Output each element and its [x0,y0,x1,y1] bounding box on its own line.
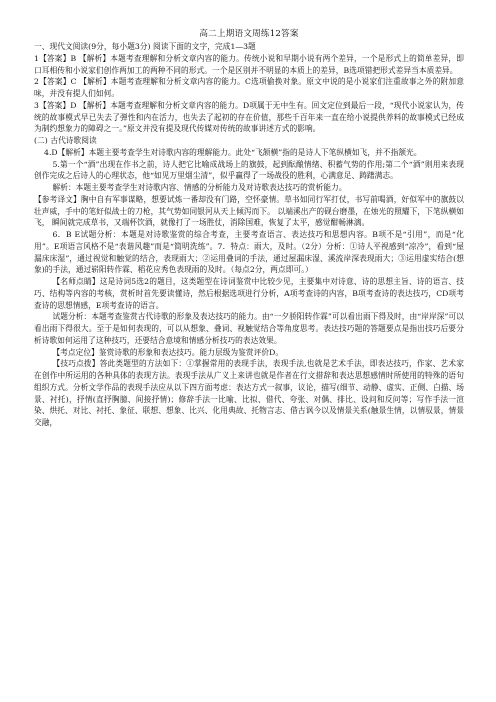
technique-tips: 【技巧点拨】答此类题型的方法如下：①掌握常用的表现手法，表现手法,也就是艺术手法，即表达技巧，作家、艺术家在创作中所运用的各种具体的表现方法。表现手法从广义上来讲也就是作者在行文措辞和表达思想感情时所使用的特殊的语句组织方式。分析文学作品的表现手法应从以下四方面考虑：表达方式一叙事，议论，描写(细节、动静、虚实、正侧、白描、场景、衬托)，抒情(直抒胸臆、间接抒情)；修辞手法一比喻、比拟、借代、夸张、对偶、排比、设问和反问等；写作手法一渲染、烘托、对比、衬托、象征、联想、想象、比兴、化用典故、托物言志、借古讽今以及情景关系(触景生情，以情驭景，情景交融， [34,359,464,427]
answer-5-analysis: 解析：本题主要考查学生对诗歌内容、情感的分析能力及对诗歌表达技巧的赏析能力。 [52,183,347,192]
exam-point: 【考点定位】鉴赏诗歌的形象和表达技巧。能力层级为鉴赏评价D。 [52,347,284,357]
section-heading: 一、现代文阅读(9分，每小题3分) 阅读下面的文字，完成1—3题 [34,42,256,51]
answer-1: 1【答案】B 【解析】本题考查理解和分析文章内容的能力。传统小说和早期小说有两个差异，一个是形式上的简单差异，即口耳相传和小说家们创作两加工的两种不同的形式。一个是区别并不明显的本质上的差异，B选项错把形式差异当本质差异。 [34,53,464,75]
answer-4: 4.D【解析】本题主要考查学生对诗歌内容的理解能力。此处“飞颔横”指的是诗人下笔纵横如飞，并不指颔光。 [44,147,422,157]
answer-5: 5.第一个“酒”出现在作书之前，诗人把它比喻成战场上的旗鼓，起到酝酿情绪、积蓄气势的作用;第二个“酒”则用来表现创作完成之后诗人的心理状态，他“如见万里烟尘清”，似乎赢得了一场战役的胜利，心满意足、踌躇满志。 [34,159,464,181]
reference-translation: 【参考译文】胸中自有军事谋略，想要试炼一番却没有门路，空怀豪情。草书如同行军打仗，书写前喝酒，好似军中的旗鼓以壮声威，手中的笔好似战士的刀枪，其气势如同银河从天上倾泻而下。 以端溪出产的砚台磨墨，在烛光的照耀下，下笔纵横如飞， 瞬间就完成草书，又端杯饮酒，就像打了一场胜仗，消除国难，恢复了太平，感觉酣畅淋漓。 [34,194,464,228]
answer-3: 3【答案】D 【解析】本题考查理解和分析文章内容的能力。D项属于无中生有。回文定位到最后一段，“现代小说家认为，传统的故事模式早已失去了弹性和内在活力，也失去了起初的存在价值，那些千百年来一直在给小说提供养料的故事模式已经成为制约想象力的障碍之一。”原文并没有提及现代传媒对传统的故事讲述方式的影响。 [34,100,464,134]
subsection-heading: (二) 古代诗歌阅读 [34,136,97,145]
answer-6-7: 6．B E试题分析：本题是对诗歌鉴赏的综合考查，主要考查语言、表达技巧和思想内容。B项不是“引用”，而是“化用”。E项语言风格不是“表谐风趣”而是“简明洗练”。7．特点：雨大，及时。（2分）分析：①诗人平视感到“凉冷”，看到“屋漏床床湿”，通过视觉和触觉的结合，表现雨大；②运用叠词的手法，通过屋漏床湿、溪流岸深表现雨大；③运用虚实结合(想象)的手法，通过崭阳转作霖、稻花应秀色表现雨的及时。（每点2分，两点即可。） [34,230,464,275]
document-title: 高二上期语文周练12答案 [199,29,299,39]
answer-2: 2【答案】C 【解析】本题考查理解和分析文章内容的能力。C选项偷换对象。原文中说的是小说家们注重故事之外的附加意味，并没有提人们如何。 [34,77,464,98]
question-analysis: 试题分析：本题考查鉴赏古代诗歌的形象及表达技巧的能力。由“一夕骄阳转作霖”可以看出雨下得及时，由“岸岸深”可以看出雨下得很大。至于是如何表现的，可以从想象、叠词、视触觉结合等角度思考。表达技巧题的答题要点是指出技巧后要分析诗歌如何运用了这种技巧，还要结合意境和情感分析技巧的表达效果。 [34,312,464,345]
teacher-notes: 【名师点睛】这是诗词5选2的题目，这类题型在诗词鉴赏中比较少见，主要集中对诗意、诗的思想主旨、诗的语言、技巧、结构等内容的考核，赏析时首先要读懂诗，然后根据选项进行分析，A项考查诗的内容，B项考查诗的表达技巧，CD项考查诗的思想情感，E项考查诗的语言。 [34,277,464,310]
